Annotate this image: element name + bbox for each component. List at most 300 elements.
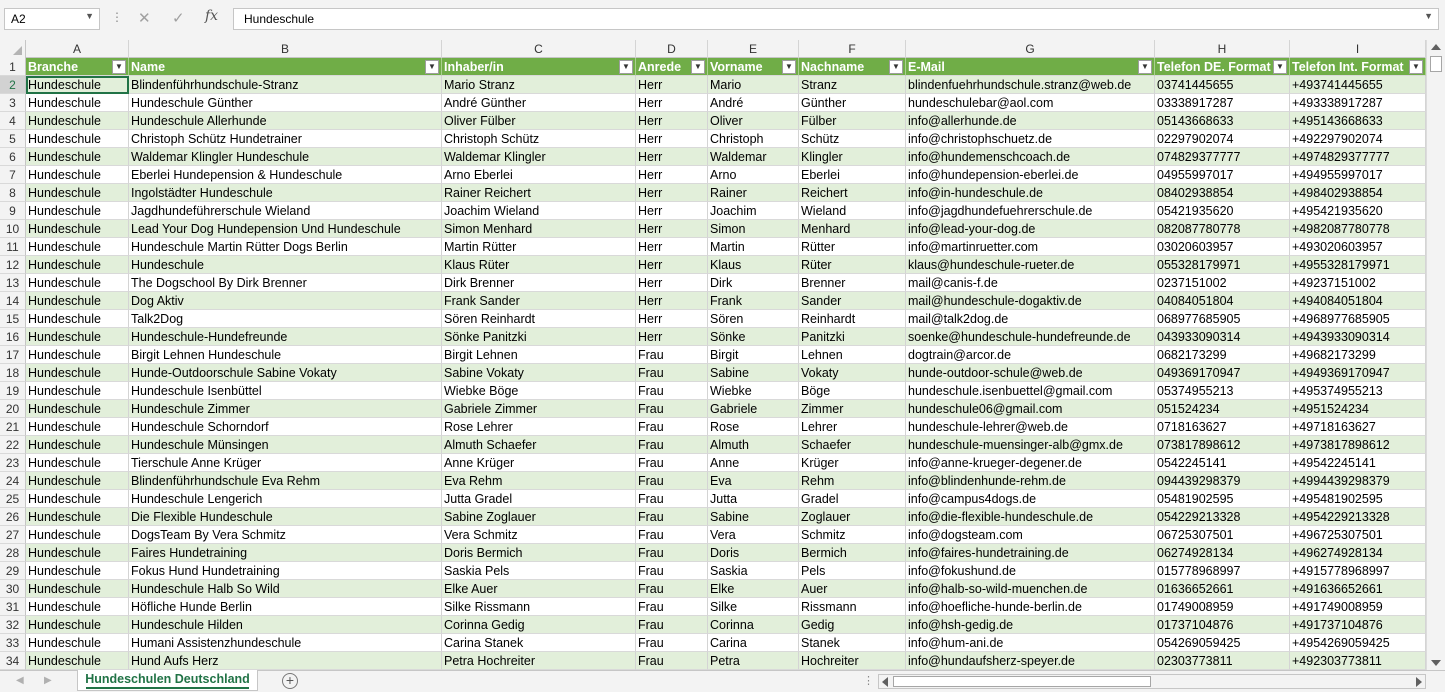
column-header-b[interactable]: B	[129, 40, 442, 58]
cell[interactable]	[1155, 544, 1290, 562]
cell[interactable]	[906, 202, 1155, 220]
cell[interactable]	[129, 436, 442, 454]
cell[interactable]	[26, 652, 129, 670]
cell[interactable]	[1155, 256, 1290, 274]
cell[interactable]	[1155, 346, 1290, 364]
cell[interactable]	[906, 346, 1155, 364]
cell[interactable]	[129, 94, 442, 112]
cell[interactable]	[442, 562, 636, 580]
cell[interactable]	[906, 382, 1155, 400]
horizontal-scrollbar[interactable]	[878, 674, 1426, 689]
cell[interactable]	[129, 544, 442, 562]
cell[interactable]	[26, 148, 129, 166]
cell[interactable]	[708, 562, 799, 580]
cell[interactable]	[708, 508, 799, 526]
cell[interactable]	[129, 166, 442, 184]
cell[interactable]	[129, 580, 442, 598]
cell[interactable]	[1290, 202, 1426, 220]
cell[interactable]	[906, 364, 1155, 382]
cell[interactable]	[26, 184, 129, 202]
cell[interactable]	[1155, 310, 1290, 328]
cell[interactable]	[799, 112, 906, 130]
cell[interactable]	[129, 202, 442, 220]
cell[interactable]	[1290, 94, 1426, 112]
cell[interactable]	[708, 148, 799, 166]
cell[interactable]	[636, 328, 708, 346]
cell[interactable]	[708, 112, 799, 130]
filter-dropdown-icon[interactable]: ▼	[619, 60, 633, 74]
cell[interactable]	[442, 256, 636, 274]
header-cell[interactable]	[129, 58, 442, 76]
row-header[interactable]: 24	[0, 472, 26, 490]
row-header[interactable]: 33	[0, 634, 26, 652]
cell[interactable]	[442, 634, 636, 652]
cell[interactable]	[906, 148, 1155, 166]
header-cell[interactable]	[1290, 58, 1426, 76]
cell[interactable]	[1290, 184, 1426, 202]
cell[interactable]	[26, 472, 129, 490]
cell[interactable]	[636, 274, 708, 292]
column-header-e[interactable]: E	[708, 40, 799, 58]
cell[interactable]	[708, 364, 799, 382]
column-header-d[interactable]: D	[636, 40, 708, 58]
cell[interactable]	[636, 202, 708, 220]
cell[interactable]	[129, 400, 442, 418]
row-header[interactable]: 1	[0, 58, 26, 76]
cell[interactable]	[906, 562, 1155, 580]
cell[interactable]	[799, 454, 906, 472]
plus-circle-icon[interactable]: +	[282, 673, 298, 689]
cell[interactable]	[1155, 400, 1290, 418]
cell[interactable]	[129, 598, 442, 616]
filter-dropdown-icon[interactable]: ▼	[782, 60, 796, 74]
cell[interactable]	[1290, 256, 1426, 274]
cell[interactable]	[799, 418, 906, 436]
cell[interactable]	[636, 166, 708, 184]
cell[interactable]	[906, 508, 1155, 526]
cell[interactable]	[708, 652, 799, 670]
cell[interactable]	[1290, 274, 1426, 292]
cell[interactable]	[799, 472, 906, 490]
filter-dropdown-icon[interactable]: ▼	[889, 60, 903, 74]
cell[interactable]	[799, 220, 906, 238]
cell[interactable]	[799, 184, 906, 202]
row-header[interactable]: 32	[0, 616, 26, 634]
cell[interactable]	[1290, 364, 1426, 382]
chevron-down-icon[interactable]: ▼	[85, 11, 94, 21]
row-header[interactable]: 16	[0, 328, 26, 346]
cell[interactable]	[129, 112, 442, 130]
cell[interactable]	[26, 202, 129, 220]
row-header[interactable]: 26	[0, 508, 26, 526]
cell[interactable]	[708, 94, 799, 112]
cell[interactable]	[26, 634, 129, 652]
cell[interactable]	[799, 166, 906, 184]
cell[interactable]	[799, 202, 906, 220]
cell[interactable]	[1290, 418, 1426, 436]
cell[interactable]	[799, 508, 906, 526]
cell[interactable]	[129, 634, 442, 652]
cell[interactable]	[636, 94, 708, 112]
header-cell[interactable]	[636, 58, 708, 76]
check-icon[interactable]: ✓	[172, 10, 185, 27]
cell[interactable]	[129, 508, 442, 526]
cell[interactable]	[26, 328, 129, 346]
cell[interactable]	[1155, 184, 1290, 202]
cell[interactable]	[906, 652, 1155, 670]
cell[interactable]	[1290, 508, 1426, 526]
cell[interactable]	[1155, 292, 1290, 310]
cell[interactable]	[799, 526, 906, 544]
cell[interactable]	[636, 526, 708, 544]
row-header[interactable]: 15	[0, 310, 26, 328]
cell[interactable]	[442, 166, 636, 184]
cell[interactable]	[708, 436, 799, 454]
cell[interactable]	[636, 616, 708, 634]
cell[interactable]	[26, 274, 129, 292]
row-header[interactable]: 8	[0, 184, 26, 202]
cell[interactable]	[1155, 202, 1290, 220]
formula-input[interactable]	[233, 8, 1439, 30]
cell[interactable]	[1155, 274, 1290, 292]
cell[interactable]	[1155, 508, 1290, 526]
cell[interactable]	[442, 148, 636, 166]
cell[interactable]	[636, 220, 708, 238]
cell[interactable]	[799, 130, 906, 148]
cell[interactable]	[799, 382, 906, 400]
cell[interactable]	[906, 490, 1155, 508]
cell[interactable]	[708, 220, 799, 238]
cell[interactable]	[26, 310, 129, 328]
cell[interactable]	[799, 490, 906, 508]
cell[interactable]	[1290, 346, 1426, 364]
cell[interactable]	[26, 364, 129, 382]
cell[interactable]	[442, 76, 636, 94]
cell[interactable]	[1290, 580, 1426, 598]
cell[interactable]	[1155, 76, 1290, 94]
vertical-scrollbar[interactable]	[1426, 40, 1445, 670]
cell[interactable]	[799, 238, 906, 256]
cell[interactable]	[906, 238, 1155, 256]
row-header[interactable]: 19	[0, 382, 26, 400]
cell[interactable]	[906, 472, 1155, 490]
scrollbar-thumb[interactable]	[893, 676, 1151, 687]
cell[interactable]	[1155, 652, 1290, 670]
cell[interactable]	[1155, 130, 1290, 148]
cell[interactable]	[799, 328, 906, 346]
cell[interactable]	[26, 490, 129, 508]
cell[interactable]	[708, 238, 799, 256]
cell[interactable]	[129, 526, 442, 544]
cell[interactable]	[129, 472, 442, 490]
cell[interactable]	[26, 580, 129, 598]
filter-dropdown-icon[interactable]: ▼	[112, 60, 126, 74]
cell[interactable]	[129, 184, 442, 202]
cell[interactable]	[1290, 634, 1426, 652]
cell[interactable]	[129, 418, 442, 436]
cell[interactable]	[129, 310, 442, 328]
cell[interactable]	[1290, 310, 1426, 328]
cell[interactable]	[26, 130, 129, 148]
cell[interactable]	[636, 580, 708, 598]
row-header[interactable]: 27	[0, 526, 26, 544]
cell[interactable]	[442, 346, 636, 364]
cell[interactable]	[442, 382, 636, 400]
cell[interactable]	[1290, 130, 1426, 148]
cell[interactable]	[1155, 148, 1290, 166]
cell[interactable]	[129, 490, 442, 508]
cell[interactable]	[442, 472, 636, 490]
cell[interactable]	[636, 400, 708, 418]
cell[interactable]	[442, 418, 636, 436]
cell[interactable]	[906, 580, 1155, 598]
cell[interactable]	[1155, 490, 1290, 508]
cell[interactable]	[636, 454, 708, 472]
cell[interactable]	[708, 598, 799, 616]
row-header[interactable]: 18	[0, 364, 26, 382]
select-all-button[interactable]	[0, 40, 26, 58]
cell[interactable]	[1290, 328, 1426, 346]
cell[interactable]	[799, 616, 906, 634]
cell[interactable]	[906, 310, 1155, 328]
scroll-up-icon[interactable]	[1431, 44, 1441, 50]
row-header[interactable]: 25	[0, 490, 26, 508]
cell[interactable]	[129, 454, 442, 472]
cell[interactable]	[1155, 454, 1290, 472]
cell[interactable]	[129, 364, 442, 382]
cell[interactable]	[442, 598, 636, 616]
cell[interactable]	[708, 292, 799, 310]
row-header[interactable]: 7	[0, 166, 26, 184]
cell[interactable]	[129, 346, 442, 364]
cell[interactable]	[26, 400, 129, 418]
cell[interactable]	[1155, 238, 1290, 256]
row-header[interactable]: 10	[0, 220, 26, 238]
cell[interactable]	[1290, 148, 1426, 166]
cell[interactable]	[906, 130, 1155, 148]
cell[interactable]	[442, 274, 636, 292]
header-cell[interactable]	[1155, 58, 1290, 76]
cell[interactable]	[442, 310, 636, 328]
cell[interactable]	[708, 76, 799, 94]
cell[interactable]	[636, 562, 708, 580]
cell[interactable]	[442, 238, 636, 256]
cell[interactable]	[26, 436, 129, 454]
cell[interactable]	[906, 526, 1155, 544]
cell[interactable]	[708, 202, 799, 220]
cell[interactable]	[442, 436, 636, 454]
cell[interactable]	[906, 598, 1155, 616]
cell[interactable]	[26, 418, 129, 436]
cell[interactable]	[799, 598, 906, 616]
cell[interactable]	[636, 148, 708, 166]
cell[interactable]	[906, 292, 1155, 310]
cell[interactable]	[799, 436, 906, 454]
cell[interactable]	[799, 310, 906, 328]
cell[interactable]	[636, 490, 708, 508]
cell[interactable]	[636, 436, 708, 454]
tab-scroll-right-icon[interactable]: ▶	[44, 675, 52, 686]
cell[interactable]	[799, 634, 906, 652]
cell[interactable]	[636, 544, 708, 562]
cell[interactable]	[1155, 436, 1290, 454]
cell[interactable]	[636, 238, 708, 256]
row-header[interactable]: 12	[0, 256, 26, 274]
more-options-icon[interactable]: ⋮	[111, 10, 123, 24]
close-icon[interactable]: ✕	[138, 10, 151, 27]
row-header[interactable]: 4	[0, 112, 26, 130]
cell[interactable]	[129, 382, 442, 400]
cell[interactable]	[799, 346, 906, 364]
cell[interactable]	[708, 130, 799, 148]
cell[interactable]	[1290, 490, 1426, 508]
cell[interactable]	[906, 436, 1155, 454]
row-header[interactable]: 17	[0, 346, 26, 364]
cell[interactable]	[799, 76, 906, 94]
cell[interactable]	[799, 652, 906, 670]
cell[interactable]	[636, 346, 708, 364]
cell[interactable]	[906, 112, 1155, 130]
cell[interactable]	[442, 652, 636, 670]
cell[interactable]	[799, 544, 906, 562]
cell[interactable]	[1155, 94, 1290, 112]
cell[interactable]	[442, 202, 636, 220]
cell[interactable]	[636, 76, 708, 94]
cell[interactable]	[1155, 364, 1290, 382]
cell[interactable]	[1290, 112, 1426, 130]
cell[interactable]	[636, 634, 708, 652]
cell[interactable]	[906, 418, 1155, 436]
header-cell[interactable]	[26, 58, 129, 76]
cell[interactable]	[129, 238, 442, 256]
row-header[interactable]: 5	[0, 130, 26, 148]
cell[interactable]	[26, 526, 129, 544]
tab-scroll-left-icon[interactable]: ◀	[16, 675, 24, 686]
cell[interactable]	[799, 400, 906, 418]
cell[interactable]	[636, 364, 708, 382]
cell[interactable]	[1155, 418, 1290, 436]
cell[interactable]	[799, 274, 906, 292]
cell[interactable]	[1155, 166, 1290, 184]
cell[interactable]	[1290, 616, 1426, 634]
cell[interactable]	[442, 526, 636, 544]
cell[interactable]	[129, 220, 442, 238]
cell[interactable]	[906, 454, 1155, 472]
cell[interactable]	[26, 382, 129, 400]
header-cell[interactable]	[799, 58, 906, 76]
cell[interactable]	[26, 256, 129, 274]
cell[interactable]	[1290, 598, 1426, 616]
row-header[interactable]: 34	[0, 652, 26, 670]
column-header-g[interactable]: G	[906, 40, 1155, 58]
cell[interactable]	[906, 634, 1155, 652]
filter-dropdown-icon[interactable]: ▼	[1273, 60, 1287, 74]
cell[interactable]	[708, 616, 799, 634]
cell[interactable]	[442, 364, 636, 382]
row-header[interactable]: 14	[0, 292, 26, 310]
row-header[interactable]: 2	[0, 76, 26, 94]
cell[interactable]	[708, 346, 799, 364]
cell[interactable]	[636, 112, 708, 130]
column-header-i[interactable]: I	[1290, 40, 1426, 58]
insert-function-button[interactable]: fx	[205, 8, 219, 24]
cell[interactable]	[1155, 328, 1290, 346]
cell[interactable]	[442, 544, 636, 562]
cell[interactable]	[1155, 220, 1290, 238]
cell[interactable]	[442, 292, 636, 310]
cell[interactable]	[708, 490, 799, 508]
column-header-c[interactable]: C	[442, 40, 636, 58]
cell[interactable]	[129, 328, 442, 346]
cell[interactable]	[442, 580, 636, 598]
cell[interactable]	[1290, 292, 1426, 310]
row-header[interactable]: 6	[0, 148, 26, 166]
cell[interactable]	[1155, 112, 1290, 130]
cell[interactable]	[906, 400, 1155, 418]
cell[interactable]	[1290, 382, 1426, 400]
cell[interactable]	[636, 256, 708, 274]
cell[interactable]	[26, 544, 129, 562]
cell[interactable]	[129, 292, 442, 310]
header-cell[interactable]	[906, 58, 1155, 76]
cell[interactable]	[26, 598, 129, 616]
row-header[interactable]: 22	[0, 436, 26, 454]
spreadsheet-grid[interactable]	[0, 40, 1426, 670]
cell[interactable]	[442, 490, 636, 508]
cell[interactable]	[1290, 400, 1426, 418]
cell[interactable]	[442, 184, 636, 202]
cell[interactable]	[129, 616, 442, 634]
cell[interactable]	[1155, 616, 1290, 634]
cell[interactable]	[799, 580, 906, 598]
row-header[interactable]: 11	[0, 238, 26, 256]
cell[interactable]	[442, 616, 636, 634]
cell[interactable]	[26, 94, 129, 112]
cell[interactable]	[129, 76, 442, 94]
cell[interactable]	[708, 328, 799, 346]
cell[interactable]	[1155, 634, 1290, 652]
cell[interactable]	[708, 256, 799, 274]
cell[interactable]	[708, 166, 799, 184]
cell[interactable]	[1290, 472, 1426, 490]
cell[interactable]	[708, 310, 799, 328]
row-header[interactable]: 20	[0, 400, 26, 418]
column-header-f[interactable]: F	[799, 40, 906, 58]
cell[interactable]	[1290, 454, 1426, 472]
row-header[interactable]: 21	[0, 418, 26, 436]
cell[interactable]	[636, 598, 708, 616]
cell[interactable]	[708, 454, 799, 472]
scroll-right-icon[interactable]	[1416, 677, 1422, 687]
row-header[interactable]: 28	[0, 544, 26, 562]
cell[interactable]	[799, 364, 906, 382]
filter-dropdown-icon[interactable]: ▼	[1409, 60, 1423, 74]
filter-dropdown-icon[interactable]: ▼	[1138, 60, 1152, 74]
cell[interactable]	[906, 544, 1155, 562]
cell[interactable]	[442, 112, 636, 130]
cell[interactable]	[442, 400, 636, 418]
cell[interactable]	[636, 130, 708, 148]
cell[interactable]	[799, 292, 906, 310]
cell[interactable]	[708, 526, 799, 544]
name-box[interactable]	[4, 8, 100, 30]
cell[interactable]	[636, 310, 708, 328]
cell[interactable]	[129, 148, 442, 166]
filter-dropdown-icon[interactable]: ▼	[425, 60, 439, 74]
cell[interactable]	[708, 634, 799, 652]
cell[interactable]	[799, 562, 906, 580]
cell[interactable]	[26, 220, 129, 238]
